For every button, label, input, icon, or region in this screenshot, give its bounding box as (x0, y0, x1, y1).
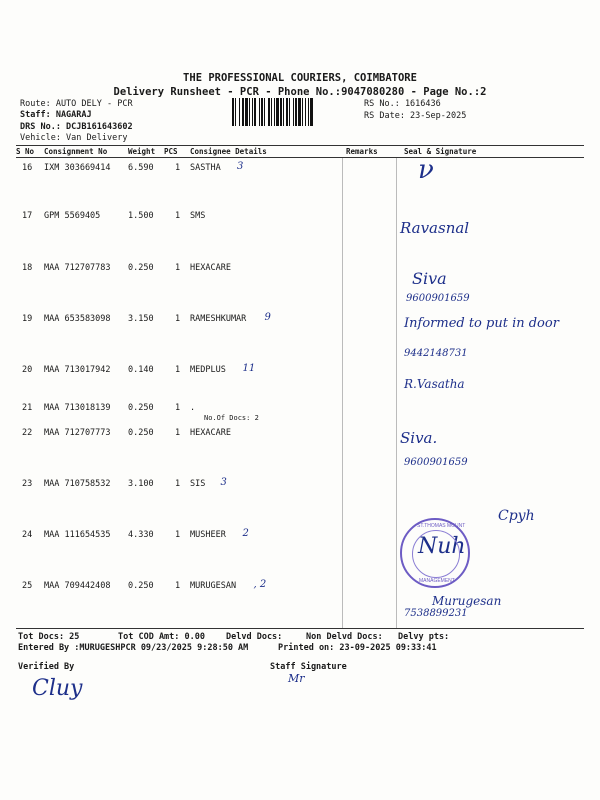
row-consignment-no: MAA 710758532 (44, 479, 111, 489)
handwritten-signature: Ravasnal (400, 219, 470, 237)
row-handwritten-mark: , 2 (253, 579, 267, 590)
row-sno: 18 (22, 263, 33, 273)
row-consignee: MURUGESAN (190, 581, 237, 591)
tot-cod: Tot COD Amt: 0.00 (118, 632, 205, 642)
handwritten-phone: 9600901659 (406, 293, 470, 304)
row-sno: 20 (22, 365, 33, 375)
handwritten-phone: 9600901659 (404, 457, 468, 468)
row-handwritten-mark: 9 (264, 312, 271, 323)
entered-by: Entered By :MURUGESHPCR 09/23/2025 9:28:50 AM (18, 643, 249, 653)
row-consignment-no: MAA 713017942 (44, 365, 111, 375)
footer-rule (16, 628, 584, 629)
runsheet-title: Delivery Runsheet - PCR - Phone No.:9047080280 - Page No.:2 (113, 86, 487, 98)
row-handwritten-mark: 11 (242, 363, 256, 374)
row-pcs: 1 (175, 365, 181, 375)
handwritten-signature: Cpyh (498, 508, 535, 524)
row-sno: 19 (22, 314, 33, 324)
tot-docs: Tot Docs: 25 (18, 632, 80, 642)
row-pcs: 1 (175, 211, 181, 221)
stamp-text-bottom: MANAGEMENT (419, 578, 455, 584)
row-consignee: MUSHEER (190, 530, 226, 540)
col-sno: S No (16, 147, 35, 156)
rs-no: RS No.: 1616436 (364, 99, 441, 109)
handwritten-phone: 9442148731 (404, 348, 468, 359)
row-doc-note: No.Of Docs: 2 (204, 414, 259, 422)
row-weight: 6.590 (128, 163, 154, 173)
row-consignment-no: GPM 5569405 (44, 211, 101, 221)
non-delvd-docs: Non Delvd Docs: (306, 632, 383, 642)
drs-label: DRS No.: DCJB161643602 (20, 122, 133, 132)
handwritten-phone: 7538899231 (404, 608, 468, 619)
row-sno: 16 (22, 163, 33, 173)
row-weight: 3.150 (128, 314, 154, 324)
rs-date: RS Date: 23-Sep-2025 (364, 111, 467, 121)
row-pcs: 1 (175, 428, 181, 438)
row-sno: 22 (22, 428, 33, 438)
row-sno: 21 (22, 403, 33, 413)
col-consignee: Consignee Details (190, 147, 267, 156)
row-pcs: 1 (175, 263, 181, 273)
row-consignment-no: MAA 653583098 (44, 314, 111, 324)
vehicle-label: Vehicle: Van Delivery (20, 133, 128, 143)
row-pcs: 1 (175, 581, 181, 591)
divider-remarks (342, 158, 343, 628)
row-pcs: 1 (175, 163, 181, 173)
handwritten-signature: Siva. (400, 429, 438, 447)
route-label: Route: AUTO DELY - PCR (20, 99, 133, 109)
row-handwritten-mark: 3 (237, 161, 244, 172)
row-consignment-no: MAA 712707773 (44, 428, 111, 438)
row-consignee: . (190, 403, 196, 413)
row-handwritten-mark: 2 (242, 528, 249, 539)
handwritten-phone: Nuh (418, 534, 466, 559)
row-consignee: HEXACARE (190, 428, 231, 438)
row-weight: 4.330 (128, 530, 154, 540)
delvy-pts: Delvy pts: (398, 632, 450, 642)
row-consignee: SIS (190, 479, 206, 489)
row-consignee: RAMESHKUMAR (190, 314, 247, 324)
row-weight: 1.500 (128, 211, 154, 221)
row-consignee: SMS (190, 211, 206, 221)
header-rule-top (16, 145, 584, 146)
row-weight: 0.250 (128, 263, 154, 273)
row-consignment-no: MAA 713018139 (44, 403, 111, 413)
row-weight: 0.250 (128, 428, 154, 438)
handwritten-signature: Murugesan (432, 594, 502, 608)
row-sno: 25 (22, 581, 33, 591)
staff-signature: Staff Signature (270, 662, 347, 672)
staff-handwritten-signature: Mr (288, 672, 305, 685)
col-consignment: Consignment No (44, 147, 108, 156)
row-weight: 0.250 (128, 403, 154, 413)
col-pcs: PCS (164, 147, 178, 156)
row-sno: 17 (22, 211, 33, 221)
row-consignment-no: MAA 709442408 (44, 581, 111, 591)
company-title: THE PROFESSIONAL COURIERS, COIMBATORE (183, 72, 417, 84)
row-weight: 0.140 (128, 365, 154, 375)
header-rule-bottom (16, 157, 584, 158)
delvd-docs: Delvd Docs: (226, 632, 283, 642)
row-sno: 23 (22, 479, 33, 489)
row-consignment-no: MAA 712707783 (44, 263, 111, 273)
divider-seal (396, 158, 397, 628)
handwritten-signature: R.Vasatha (404, 377, 465, 391)
col-weight: Weight (128, 147, 156, 156)
row-sno: 24 (22, 530, 33, 540)
row-pcs: 1 (175, 479, 181, 489)
row-consignment-no: IXM 303669414 (44, 163, 111, 173)
barcode-bar (313, 98, 314, 126)
handwritten-signature: Informed to put in door (404, 316, 559, 331)
row-pcs: 1 (175, 314, 181, 324)
row-pcs: 1 (175, 530, 181, 540)
row-consignee: SASTHA (190, 163, 221, 173)
row-weight: 3.100 (128, 479, 154, 489)
company-stamp (400, 518, 470, 588)
stamp-text-top: ST.THOMAS MOUNT (417, 523, 466, 529)
handwritten-signature: Siva (412, 269, 447, 288)
row-pcs: 1 (175, 403, 181, 413)
row-consignee: HEXACARE (190, 263, 231, 273)
staff-label: Staff: NAGARAJ (20, 110, 92, 120)
verified-by: Verified By (18, 662, 75, 672)
col-seal: Seal & Signature (404, 147, 477, 156)
printed-on: Printed on: 23-09-2025 09:33:41 (278, 643, 437, 653)
verified-handwritten-signature: Cluy (32, 676, 83, 701)
row-consignee: MEDPLUS (190, 365, 226, 375)
handwritten-signature: ν (418, 155, 434, 185)
barcode (232, 98, 360, 126)
row-consignment-no: MAA 111654535 (44, 530, 111, 540)
row-weight: 0.250 (128, 581, 154, 591)
col-remarks: Remarks (346, 147, 378, 156)
row-handwritten-mark: 3 (220, 477, 227, 488)
